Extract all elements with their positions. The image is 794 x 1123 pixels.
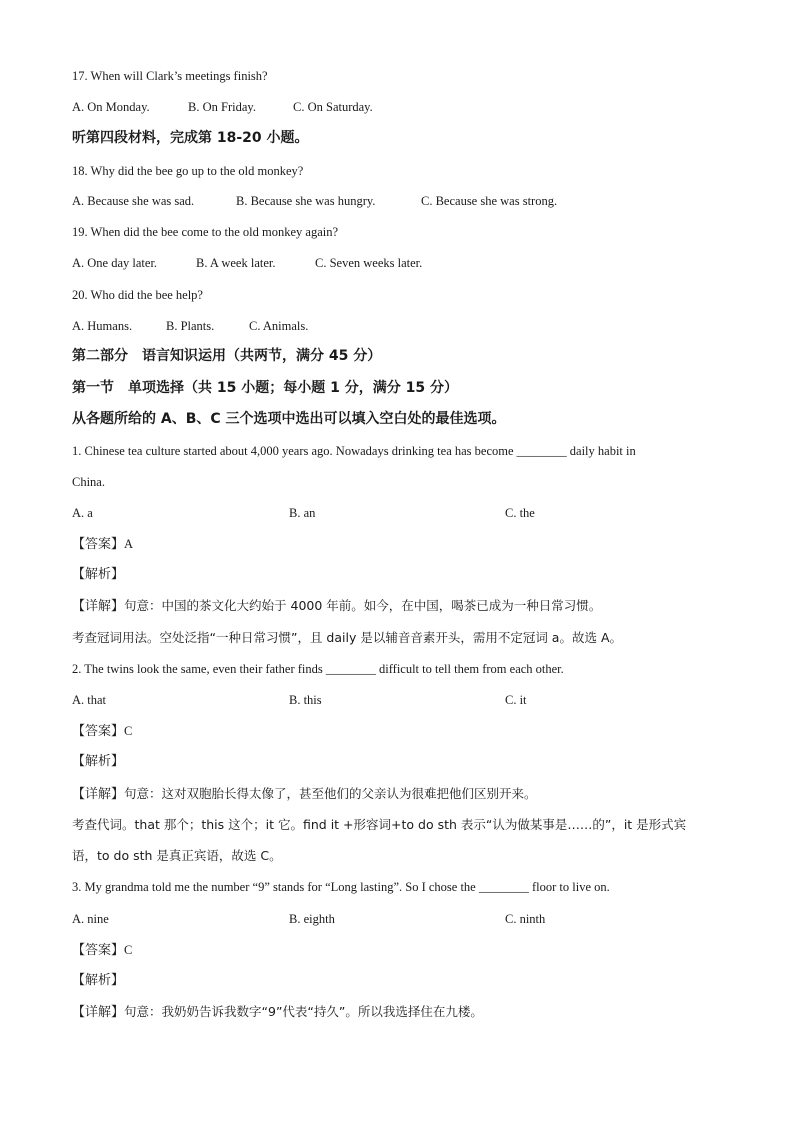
answer-label: 【答案】 [72,943,125,958]
option-19-b: B. A week later. [196,256,276,270]
analysis-1-label: 【解析】 [72,567,125,582]
detail-label: 【详解】 [72,599,125,614]
detail-label: 【详解】 [72,1005,125,1020]
answer-label: 【答案】 [72,724,125,739]
part-2-heading: 第二部分 语言知识运用（共两节，满分 45 分） [72,348,382,364]
option-18-b: B. Because she was hungry. [236,194,376,208]
option-1-a: A. a [72,506,93,520]
option-17-a: A. On Monday. [72,100,150,114]
option-1-b: B. an [289,506,316,520]
option-17-b: B. On Friday. [188,100,256,114]
mcq-3-question: 3. My grandma told me the number “9” stands for “Long lasting”. So I chose the ________ floor to live on. [72,880,610,894]
mcq-1-question-cont: China. [72,475,105,489]
option-2-c: C. it [505,693,527,707]
explain-2-line-1: 考查代词。that 那个；this 这个；it 它。find it +形容词+to do sth 表示“认为做某事是……的”，it 是形式宾 [72,817,687,832]
answer-value: A [124,537,134,551]
option-3-a: A. nine [72,912,109,926]
option-2-a: A. that [72,693,107,707]
question-20: 20. Who did the bee help? [72,288,203,302]
question-17: 17. When will Clark’s meetings finish? [72,69,268,83]
option-3-c: C. ninth [505,912,546,926]
option-20-b: B. Plants. [166,319,215,333]
option-20-c: C. Animals. [249,319,309,333]
answer-2 [72,723,132,740]
mcq-2-question: 2. The twins look the same, even their father finds ________ difficult to tell them from each other. [72,662,564,676]
explain-2-line-2: 语，to do sth 是真正宾语，故选 C。 [72,848,282,863]
analysis-2-label: 【解析】 [72,754,125,769]
answer-value: C [124,724,133,738]
detail-text: 句意：中国的茶文化大约始于 4000 年前。如今，在中国，喝茶已成为一种日常习惯。 [124,598,602,613]
detail-text: 句意：这对双胞胎长得太像了，甚至他们的父亲认为很难把他们区别开来。 [124,786,537,801]
detail-3 [72,1004,483,1021]
detail-text: 句意：我奶奶告诉我数字“9”代表“持久”。所以我选择住在九楼。 [124,1004,483,1019]
instruction: 从各题所给的 A、B、C 三个选项中选出可以填入空白处的最佳选项。 [72,411,506,427]
question-19: 19. When did the bee come to the old monkey again? [72,225,339,239]
detail-label: 【详解】 [72,787,125,802]
answer-1 [72,536,133,553]
mcq-1-question: 1. Chinese tea culture started about 4,000 years ago. Nowadays drinking tea has become ________ daily habit in [72,444,636,458]
option-20-a: A. Humans. [72,319,133,333]
detail-1 [72,598,601,615]
option-17-c: C. On Saturday. [293,100,373,114]
option-18-a: A. Because she was sad. [72,194,195,208]
section-4-heading: 听第四段材料，完成第 18-20 小题。 [72,130,309,146]
explain-1: 考查冠词用法。空处泛指“一种日常习惯”，且 daily 是以辅音音素开头，需用不定冠词 a。故选 A。 [72,630,622,645]
answer-label: 【答案】 [72,537,125,552]
section-1-heading: 第一节 单项选择（共 15 小题；每小题 1 分，满分 15 分） [72,380,458,396]
option-3-b: B. eighth [289,912,335,926]
option-19-c: C. Seven weeks later. [315,256,423,270]
option-19-a: A. One day later. [72,256,158,270]
option-2-b: B. this [289,693,322,707]
answer-3 [72,942,132,959]
analysis-3-label: 【解析】 [72,973,125,988]
option-18-c: C. Because she was strong. [421,194,558,208]
option-1-c: C. the [505,506,535,520]
detail-2 [72,786,537,803]
question-18: 18. Why did the bee go up to the old monkey? [72,164,304,178]
answer-value: C [124,943,133,957]
